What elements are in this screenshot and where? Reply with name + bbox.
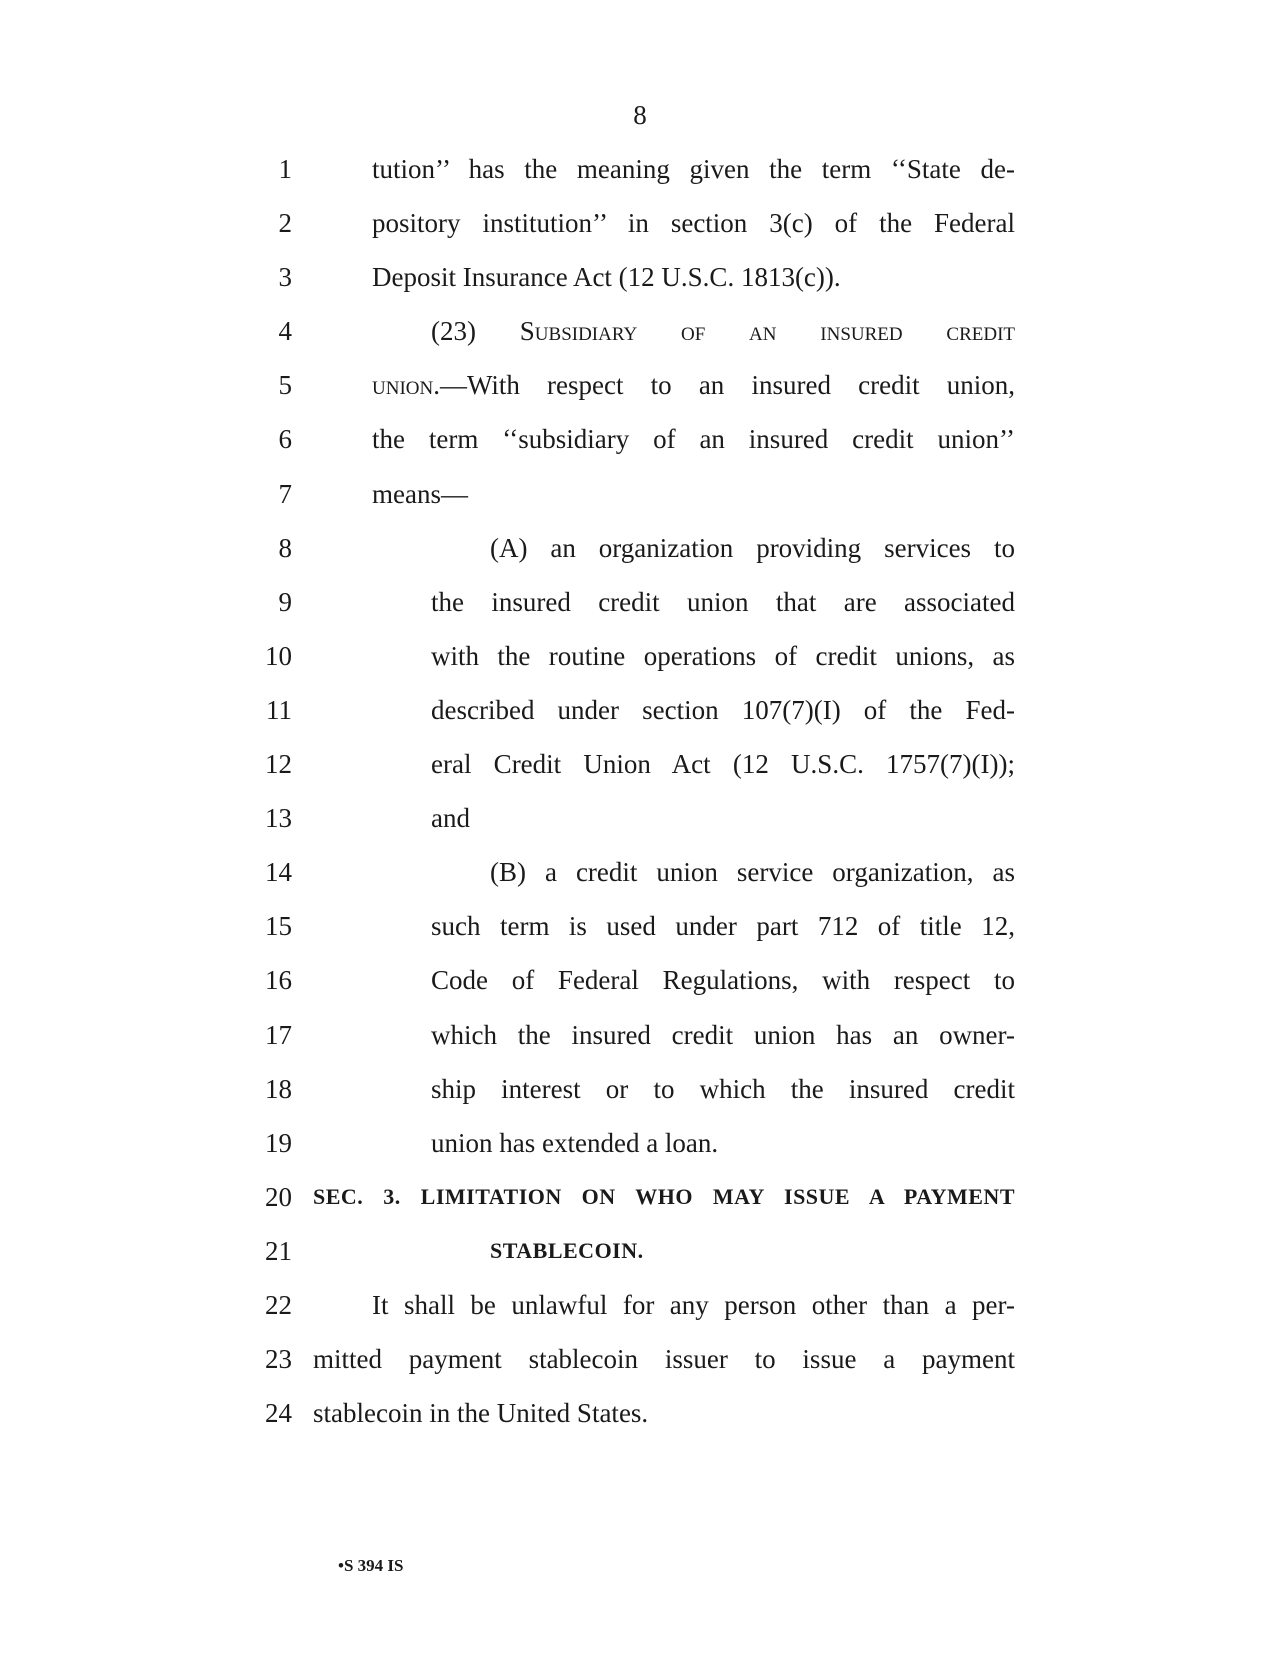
line-4 [0, 304, 1280, 358]
line-number: 7 [278, 478, 292, 509]
line-number: 20 [265, 1181, 292, 1212]
line-text: eral Credit Union Act (12 U.S.C. 1757(7)(I)); [431, 749, 1015, 780]
paragraph-number: (23) [431, 316, 520, 347]
line-18 [0, 1062, 1280, 1116]
line-text: (B) a credit union service organization, as [490, 857, 1015, 888]
line-text: stablecoin in the United States. [313, 1398, 649, 1429]
line-number: 12 [265, 749, 292, 780]
line-number: 24 [265, 1398, 292, 1429]
line-text [372, 358, 1015, 412]
line-24 [0, 1386, 1280, 1440]
line-number: 1 [278, 154, 292, 184]
line-number: 6 [278, 424, 292, 455]
line-20 [0, 1170, 1280, 1224]
line-15 [0, 899, 1280, 953]
line-number: 11 [266, 694, 292, 725]
line-text: the insured credit union that are associated [431, 586, 1015, 617]
line-text: which the insured credit union has an owner- [431, 1019, 1015, 1050]
line-23 [0, 1332, 1280, 1386]
line-text: mitted payment stablecoin issuer to issue a payment [313, 1344, 1015, 1375]
line-number: 10 [265, 640, 292, 671]
line-6 [0, 412, 1280, 466]
line-number: 15 [265, 911, 292, 942]
line-text: with the routine operations of credit unions, as [431, 640, 1015, 671]
line-text: Deposit Insurance Act (12 U.S.C. 1813(c)). [372, 262, 841, 293]
defined-term-end: union [372, 370, 434, 401]
section-heading: SEC. 3. LIMITATION ON WHO MAY ISSUE A PAYMENT [313, 1183, 1015, 1209]
line-2 [0, 196, 1280, 250]
line-text: union has extended a loan. [431, 1127, 719, 1158]
line-3 [0, 250, 1280, 304]
line-text: (A) an organization providing services to [490, 532, 1015, 563]
line-text: ship interest or to which the insured credit [431, 1073, 1015, 1104]
line-text: Code of Federal Regulations, with respect to [431, 965, 1015, 996]
line-text: and [431, 803, 470, 834]
line-number: 16 [265, 965, 292, 996]
line-21 [0, 1224, 1280, 1278]
paragraph-heading [431, 304, 1015, 358]
line-number: 19 [265, 1127, 292, 1158]
line-text: the term ‘‘subsidiary of an insured credit union’’ [372, 424, 1015, 455]
line-17 [0, 1008, 1280, 1062]
line-19 [0, 1116, 1280, 1170]
line-22 [0, 1278, 1280, 1332]
line-1 [0, 142, 1280, 196]
page-number: 8 [633, 100, 647, 130]
line-number: 13 [265, 803, 292, 834]
line-text: pository institution’’ in section 3(c) of the Federal [372, 208, 1015, 239]
line-number: 14 [265, 857, 292, 888]
line-8 [0, 521, 1280, 575]
line-5 [0, 358, 1280, 412]
line-number: 5 [278, 370, 292, 401]
line-number: 8 [278, 532, 292, 563]
line-text: means— [372, 478, 468, 509]
line-number: 2 [278, 208, 292, 239]
line-13 [0, 791, 1280, 845]
line-14 [0, 845, 1280, 899]
line-number: 17 [265, 1019, 292, 1050]
line-number: 4 [278, 316, 292, 347]
defined-term: Subsidiary of an insured credit [519, 316, 1016, 347]
line-9 [0, 575, 1280, 629]
line-number: 23 [265, 1344, 292, 1375]
line-16 [0, 953, 1280, 1007]
line-text: such term is used under part 712 of title 12, [431, 911, 1015, 942]
line-12 [0, 737, 1280, 791]
line-number: 3 [278, 262, 292, 293]
line-text: It shall be unlawful for any person other than a per- [372, 1289, 1015, 1320]
line-number: 21 [265, 1235, 292, 1266]
line-number: 9 [278, 586, 292, 617]
section-heading-continued: STABLECOIN. [490, 1237, 644, 1263]
bill-text [0, 142, 1280, 1440]
line-text-rest: .—With respect to an insured credit union, [433, 370, 1015, 401]
line-number: 22 [265, 1289, 292, 1320]
line-7 [0, 467, 1280, 521]
line-number: 18 [265, 1073, 292, 1104]
line-text: described under section 107(7)(I) of the Fed- [431, 694, 1015, 725]
line-text: tution’’ has the meaning given the term ‘‘State de- [372, 154, 1015, 184]
bill-identifier: •S 394 IS [338, 1556, 404, 1575]
line-11 [0, 683, 1280, 737]
line-10 [0, 629, 1280, 683]
